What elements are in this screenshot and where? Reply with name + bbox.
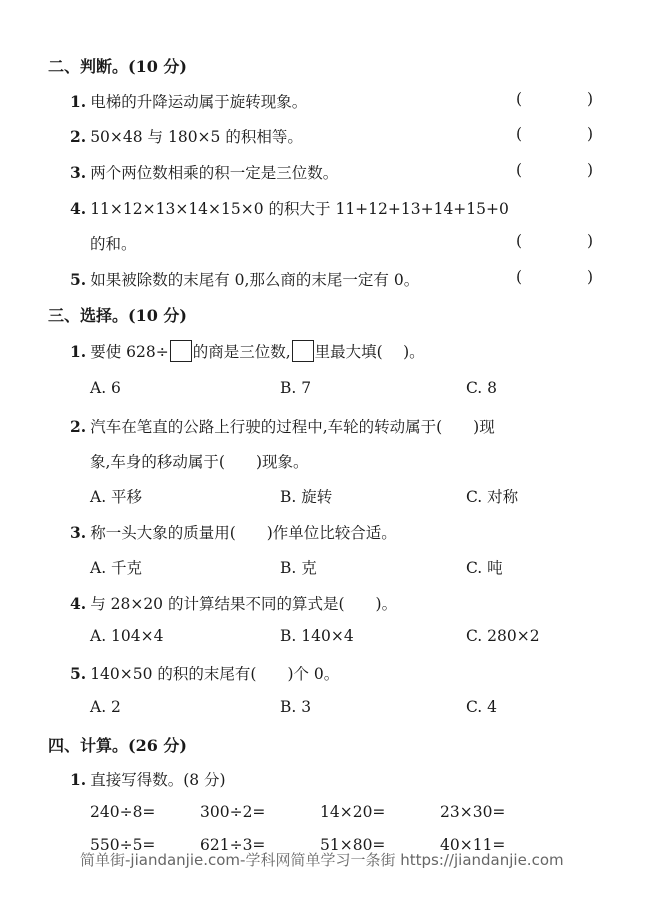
answer-paren[interactable]: ( ) — [516, 232, 624, 250]
blank-box[interactable] — [292, 340, 314, 362]
section-2-title: 二、判断。(10 分) — [48, 57, 187, 76]
choice-question-4: 4. 与 28×20 的计算结果不同的算式是( )。 — [70, 594, 398, 613]
judge-question-4-line2: 的和。 — [90, 235, 137, 253]
calc-item[interactable]: 300÷2= — [200, 803, 266, 821]
choice-question-2: 2. 汽车在笔直的公路上行驶的过程中,车轮的转动属于( )现 — [70, 417, 495, 436]
option-b[interactable]: B. 140×4 — [280, 627, 354, 645]
choice-question-2-line2: 象,车身的移动属于( )现象。 — [90, 453, 309, 471]
option-c[interactable]: C. 对称 — [466, 488, 519, 506]
judge-question-5: 5. 如果被除数的末尾有 0,那么商的末尾一定有 0。 — [70, 270, 420, 289]
calc-subtitle: 1. 直接写得数。(8 分) — [70, 770, 226, 789]
answer-paren[interactable]: ( ) — [516, 161, 624, 179]
option-c[interactable]: C. 280×2 — [466, 627, 540, 645]
option-b[interactable]: B. 克 — [280, 559, 317, 577]
judge-question-1: 1. 电梯的升降运动属于旋转现象。 — [70, 92, 308, 111]
watermark: 简单街-jiandanjie.com-学科网简单学习一条街 https://jiandanjie.com — [80, 851, 564, 869]
option-a[interactable]: A. 平移 — [90, 488, 143, 506]
answer-paren[interactable]: ( ) — [516, 268, 624, 286]
judge-question-4: 4. 11×12×13×14×15×0 的积大于 11+12+13+14+15+0 — [70, 199, 509, 218]
calc-item[interactable]: 550÷5= — [90, 836, 156, 854]
option-c[interactable]: C. 吨 — [466, 559, 503, 577]
section-3-title: 三、选择。(10 分) — [48, 306, 187, 325]
option-a[interactable]: A. 千克 — [90, 559, 143, 577]
option-a[interactable]: A. 2 — [90, 698, 121, 716]
calc-item[interactable]: 51×80= — [320, 836, 386, 854]
choice-question-5: 5. 140×50 的积的末尾有( )个 0。 — [70, 664, 340, 683]
judge-question-3: 3. 两个两位数相乘的积一定是三位数。 — [70, 163, 339, 182]
option-c[interactable]: C. 4 — [466, 698, 498, 716]
answer-paren[interactable]: ( ) — [516, 90, 624, 108]
option-c[interactable]: C. 8 — [466, 379, 498, 397]
option-b[interactable]: B. 旋转 — [280, 488, 333, 506]
answer-paren[interactable]: ( ) — [516, 125, 624, 143]
option-a[interactable]: A. 104×4 — [90, 627, 164, 645]
judge-question-2: 2. 50×48 与 180×5 的积相等。 — [70, 127, 303, 146]
choice-question-1: 1. 要使 628÷ 的商是三位数, 里最大填( )。 — [70, 342, 425, 361]
calc-item[interactable]: 23×30= — [440, 803, 506, 821]
choice-question-3: 3. 称一头大象的质量用( )作单位比较合适。 — [70, 523, 397, 542]
calc-item[interactable]: 621÷3= — [200, 836, 266, 854]
option-a[interactable]: A. 6 — [90, 379, 121, 397]
section-4-title: 四、计算。(26 分) — [48, 736, 187, 755]
calc-item[interactable]: 14×20= — [320, 803, 386, 821]
blank-box[interactable] — [170, 340, 192, 362]
option-b[interactable]: B. 7 — [280, 379, 312, 397]
option-b[interactable]: B. 3 — [280, 698, 312, 716]
calc-item[interactable]: 40×11= — [440, 836, 506, 854]
calc-item[interactable]: 240÷8= — [90, 803, 156, 821]
